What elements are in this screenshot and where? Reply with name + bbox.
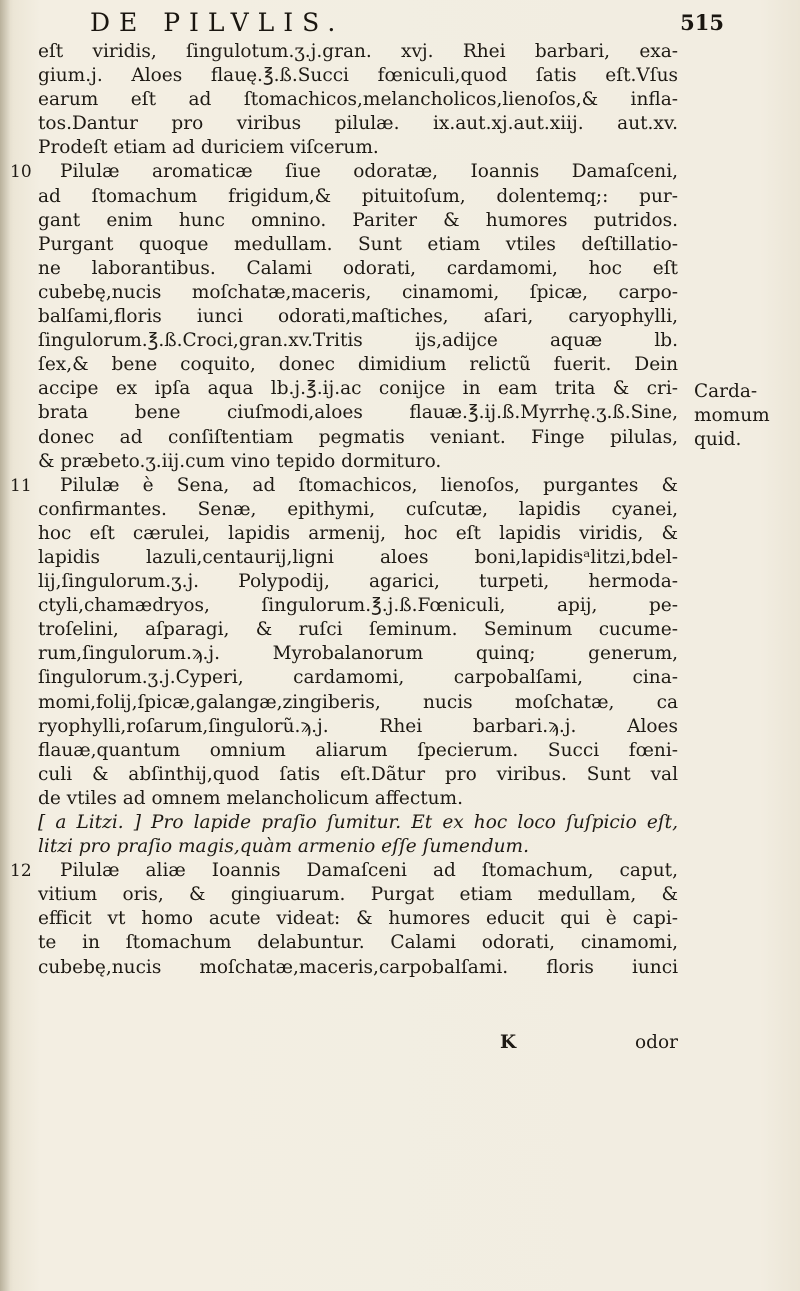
text-line: ad ſtomachum frigidum,& pituitoſum, dolentemq;: pur-	[38, 185, 678, 207]
text-line-section-start	[10, 160, 678, 184]
text-line: efficit vt homo acute videat: & humores educit qui è capi-	[38, 908, 678, 930]
text-line: Prodeſt etiam ad duriciem viſcerum.	[38, 137, 379, 159]
text-line: tos.Dantur pro viribus pilulæ. ix.aut.xj.aut.xiij. aut.xv.	[38, 113, 678, 135]
text-line: ctyli,chamædryos, ſingulorum.℥.j.ß.Fœniculi, apij, pe-	[38, 595, 678, 617]
section-number: 10	[10, 162, 32, 183]
text-line: ſingulorum.ʒ.j.Cyperi, cardamomi, carpobalſami, cina-	[38, 667, 678, 689]
text-line: culi & abſinthij,quod ſatis eſt.Dãtur pro viribus. Sunt val	[38, 763, 678, 785]
text-line: rum,ſingulorum.ϡ.j. Myrobalanorum quinq; generum,	[38, 643, 678, 665]
text-line: gant enim hunc omnino. Pariter & humores putridos.	[38, 209, 678, 231]
text-line: gium.j. Aloes flauę.℥.ß.Succi fœniculi,quod ſatis eſt.Vſus	[38, 65, 678, 87]
text-line: de vtiles ad omnem melancholicum affectum.	[38, 787, 463, 809]
text-line: Purgant quoque medullam. Sunt etiam vtiles deſtillatio-	[38, 233, 678, 255]
catchword: odor	[635, 1032, 678, 1053]
page-header	[60, 8, 750, 38]
text-line: cubebę,nucis moſchatæ,maceris, cinamomi, ſpicæ, carpo-	[38, 281, 678, 303]
text-line: lij,ſingulorum.ʒ.j. Polypodij, agarici, turpeti, hermoda-	[38, 571, 678, 593]
text-line: flauæ,quantum omnium aliarum ſpecierum. Succi fœni-	[38, 739, 678, 761]
text-line: ſingulorum.℥.ß.Croci,gran.xv.Tritis ijs,adijce aquæ lb.	[38, 330, 678, 352]
running-title: DE PILVLIS.	[90, 8, 345, 37]
margin-note-line: momum	[694, 405, 770, 426]
annotation-line: litzi pro praſio magis,quàm armenio eſſe ſumendum.	[38, 836, 529, 858]
text-line: lapidis lazuli,centaurij,ligni aloes boni,lapidisᵃlitzi,bdel-	[38, 546, 678, 568]
text-line-section-start	[10, 859, 678, 883]
text-line: balſami,floris iunci odorati,maſtiches, aſari, caryophylli,	[38, 306, 678, 328]
text-line-section-start	[10, 474, 678, 498]
text-line: donec ad conſiſtentiam pegmatis veniant. Finge pilulas,	[38, 426, 678, 448]
text-line: earum eſt ad ſtomachicos,melancholicos,lienoſos,& infla-	[38, 89, 678, 111]
margin-note-line: quid.	[694, 429, 742, 450]
body-text	[10, 40, 678, 980]
text-line: ryophylli,roſarum,ſingulorũ.ϡ.j. Rhei barbari.ϡ.j. Aloes	[38, 715, 678, 737]
text-line: troſelini, aſparagi, & ruſci ſeminum. Seminum cucume-	[38, 619, 678, 641]
text-line: ne laborantibus. Calami odorati, cardamomi, hoc eſt	[38, 257, 678, 279]
text-line: momi,folij,ſpicæ,galangæ,zingiberis, nucis moſchatæ, ca	[38, 691, 678, 713]
text-line: hoc eſt cærulei, lapidis armenij, hoc eſt lapidis viridis, &	[38, 522, 678, 544]
annotation-line: [ a Litzi. ] Pro lapide praſio ſumitur. Et ex hoc loco ſuſpicio eſt,	[38, 812, 678, 833]
margin-note-line: Carda-	[694, 381, 758, 402]
margin-note	[694, 380, 794, 452]
page-gutter-edge	[0, 0, 10, 1291]
section-number: 12	[10, 861, 32, 882]
text-line: & præbeto.ʒ.iij.cum vino tepido dormituro.	[38, 450, 442, 472]
page-number: 515	[680, 10, 724, 35]
text-line: vitium oris, & gingiuarum. Purgat etiam medullam, &	[38, 884, 678, 906]
text-line: ſex,& bene coquito, donec dimidium relictũ fuerit. Dein	[38, 354, 678, 376]
page-footer	[38, 1031, 678, 1055]
text-line-content: Pilulæ aromaticæ ſiue odoratæ, Ioannis Damaſceni,	[60, 161, 678, 183]
text-line-content: Pilulæ è Sena, ad ſtomachicos, lienoſos, purgantes &	[60, 474, 678, 496]
text-line: accipe ex ipſa aqua lb.j.℥.ij.ac conijce in eam trita & cri-	[38, 378, 678, 400]
signature-mark: K	[500, 1032, 517, 1053]
text-line: eſt viridis, ſingulotum.ʒ.j.gran. xvj. Rhei barbari, exa-	[38, 41, 678, 62]
section-number: 11	[10, 475, 32, 496]
text-line: cubebę,nucis moſchatæ,maceris,carpobalſami. floris iunci	[38, 956, 678, 978]
text-line-content: Pilulæ aliæ Ioannis Damaſceni ad ſtomachum, caput,	[60, 860, 678, 882]
text-line: brata bene ciuſmodi,aloes flauæ.℥.ij.ß.Myrrhę.ʒ.ß.Sine,	[38, 402, 678, 424]
text-line: te in ſtomachum delabuntur. Calami odorati, cinamomi,	[38, 932, 678, 954]
text-line: confirmantes. Senæ, epithymi, cuſcutæ, lapidis cyanei,	[38, 498, 678, 520]
